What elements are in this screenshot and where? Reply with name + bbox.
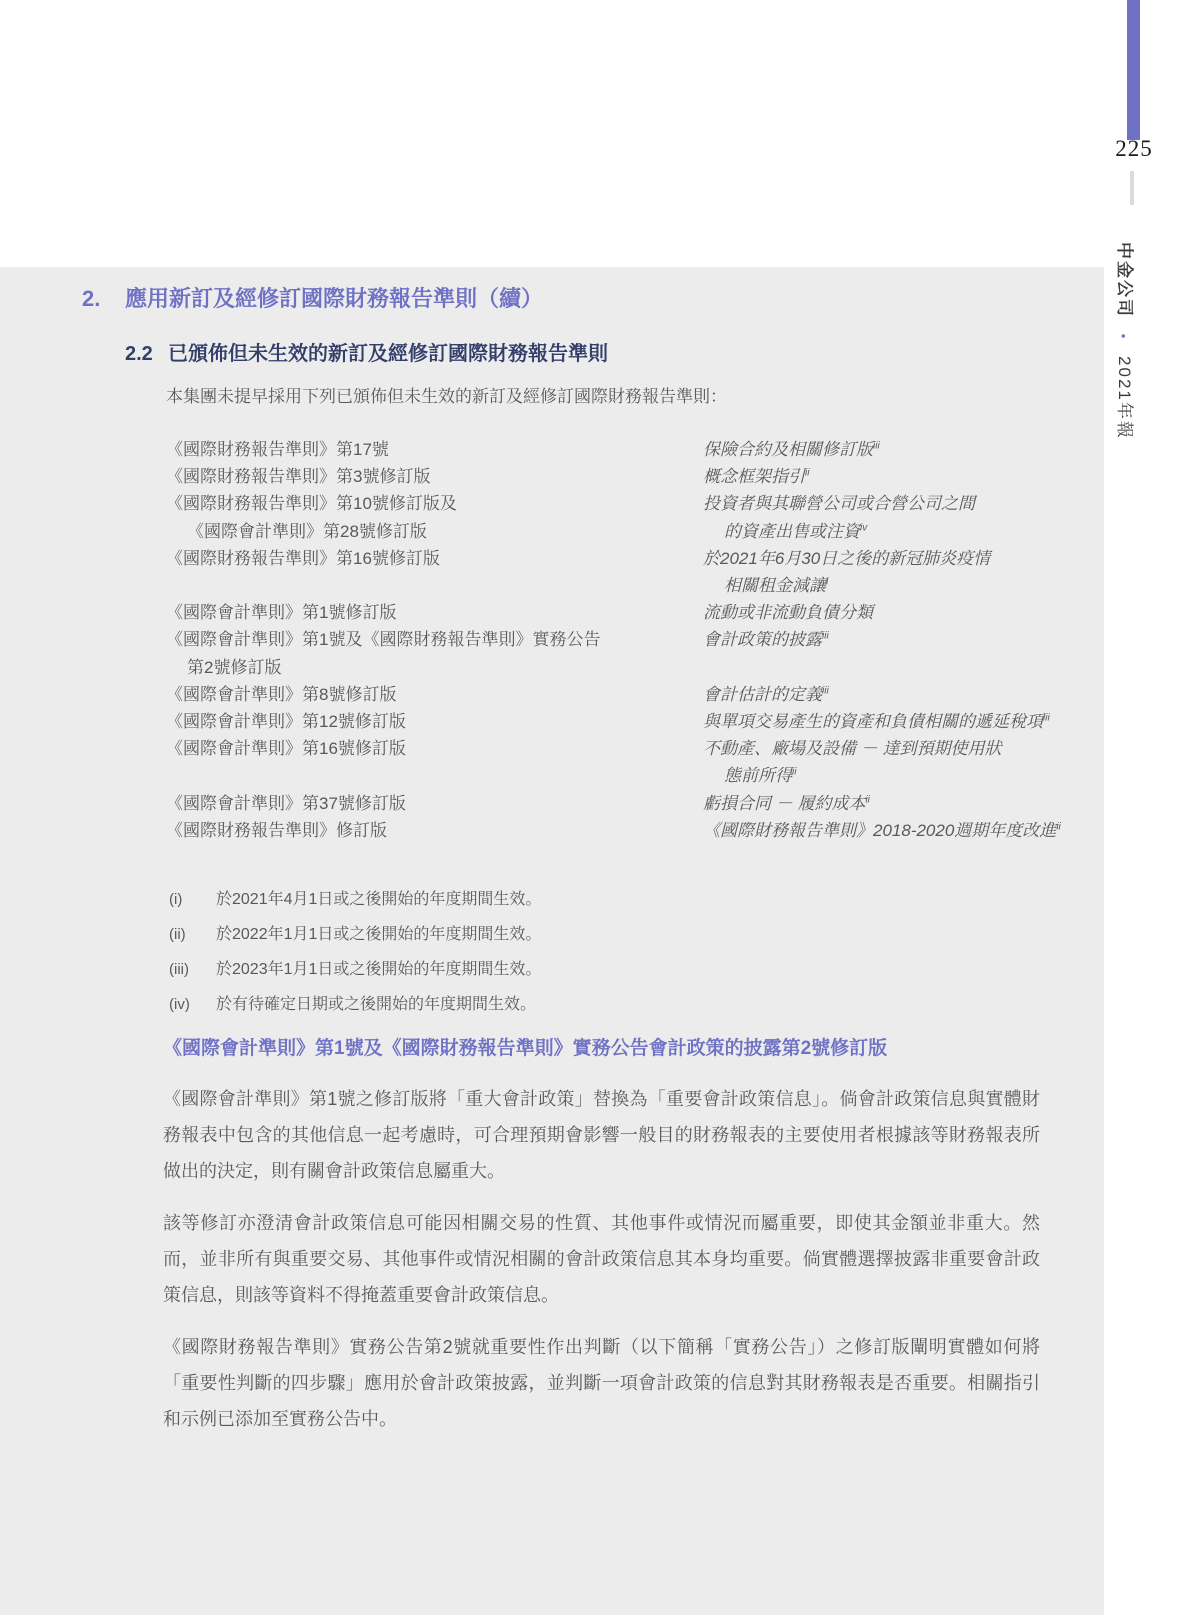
- standard-name-cell: [166, 572, 703, 599]
- standard-desc-cell: [703, 545, 1061, 572]
- footnote-reference: iii: [822, 630, 829, 642]
- standard-desc-text: 保險合約及相關修訂版: [703, 440, 873, 459]
- footnote-item: [169, 890, 1104, 910]
- standard-desc-cell: [703, 762, 1061, 789]
- standard-desc-text: 虧損合同 － 履約成本: [703, 793, 866, 813]
- footnote-reference: iii: [873, 440, 880, 452]
- standard-desc-text: 流動或非流動負債分類: [703, 603, 873, 623]
- standard-name-cell: 《國際會計準則》第16號修訂版: [166, 739, 406, 759]
- standard-desc-cell: [703, 654, 1061, 681]
- footnote-reference: iii: [1043, 712, 1050, 724]
- footnote-reference: i: [826, 576, 829, 588]
- footnote-label: (iii): [169, 961, 189, 979]
- footnote-label: (iv): [169, 996, 190, 1014]
- footnote-item: [169, 925, 1104, 945]
- standard-name-cell: 《國際會計準則》第8號修訂版: [166, 684, 397, 704]
- footnote-reference: ii: [1056, 821, 1061, 833]
- standard-desc-text: 投資者與其聯營公司或合營公司之間: [703, 494, 975, 514]
- footnote-reference: ii: [865, 793, 870, 805]
- amendment-subheading: 《國際會計準則》第1號及《國際財務報告準則》實務公告會計政策的披露第2號修訂版: [163, 1038, 888, 1060]
- footnote-text: 於2023年1月1日或之後開始的年度期間生效。: [216, 961, 542, 979]
- standard-desc-cell: [703, 790, 1061, 817]
- footnote-reference: iii: [822, 685, 829, 697]
- company-name: 中金公司: [1115, 242, 1134, 318]
- footnotes-list: [169, 890, 1104, 1015]
- standard-name-cell: 《國際會計準則》第12號修訂版: [166, 712, 406, 732]
- standards-table: [166, 436, 1061, 844]
- footnote-label: (i): [169, 891, 183, 909]
- footnote-text: 於2021年4月1日或之後開始的年度期間生效。: [216, 891, 542, 909]
- standard-desc-cell: [703, 708, 1061, 735]
- standard-desc-cell: [703, 518, 1061, 545]
- section-heading: [82, 286, 1104, 312]
- bullet-separator: •: [1116, 333, 1131, 341]
- standard-desc-cell: [703, 463, 1061, 490]
- standard-name-cell: 《國際會計準則》第1號修訂版: [166, 603, 397, 623]
- standard-desc-cell: [703, 572, 1061, 599]
- standard-desc-text: 會計估計的定義: [703, 684, 822, 704]
- standard-desc-cell: [703, 599, 1061, 626]
- subsection-number: 2.2: [125, 343, 153, 365]
- standard-desc-cell: [703, 735, 1061, 762]
- body-paragraph: 《國際財務報告準則》實務公告第2號就重要性作出判斷（以下簡稱「實務公告」）之修訂版闡明實體如何將「重要性判斷的四步驟」應用於會計政策披露，並判斷一項會計政策的信息對其財務報表是否重要。相關指引和示例已添加至實務公告中。: [163, 1337, 1040, 1430]
- standard-desc-text: 的資產出售或注資: [724, 521, 860, 541]
- footnote-reference: ii: [792, 766, 797, 778]
- standard-desc-cell: [703, 817, 1061, 844]
- standard-desc-cell: [703, 681, 1061, 708]
- subsection-heading: [125, 342, 1104, 366]
- standard-desc-text: 相關租金減讓: [724, 576, 826, 596]
- standard-desc-cell: [703, 436, 1061, 463]
- content-panel: [0, 267, 1104, 1615]
- standard-desc-text: 《國際財務報告準則》2018-2020週期年度改進: [703, 820, 1057, 840]
- page-number: 225: [1115, 136, 1153, 161]
- section-title: 應用新訂及經修訂國際財務報告準則（續）: [125, 286, 544, 311]
- footnote-text: 於有待確定日期或之後開始的年度期間生效。: [216, 996, 537, 1014]
- standard-desc-text: 會計政策的披露: [703, 630, 822, 650]
- standard-desc-text: 態前所得: [724, 766, 792, 786]
- standard-desc-text: 不動產、廠場及設備 － 達到預期使用狀: [703, 739, 1002, 759]
- standard-name-cell: [166, 762, 703, 789]
- standard-name-cell: 《國際會計準則》第1號及《國際財務報告準則》實務公告: [166, 630, 601, 650]
- standard-name-cell: 《國際會計準則》第28號修訂版: [187, 521, 427, 541]
- standard-desc-cell: [703, 626, 1061, 653]
- standard-name-cell: 《國際財務報告準則》第17號: [166, 440, 389, 459]
- body-paragraphs: [0, 1081, 1104, 1437]
- footnote-item: [169, 960, 1104, 980]
- body-paragraph: 《國際會計準則》第1號之修訂版將「重大會計政策」替換為「重要會計政策信息」。倘會計政策信息與實體財務報表中包含的其他信息一起考慮時，可合理預期會影響一般目的財務報表的主要使用者根據該等財務報表所做出的決定，則有關會計政策信息屬重大。: [163, 1089, 1040, 1182]
- standard-desc-cell: [703, 490, 1061, 517]
- report-title-vertical: [1114, 242, 1139, 440]
- standard-name-cell: 《國際財務報告準則》第3號修訂版: [166, 467, 431, 487]
- standard-desc-text: 於2021年6月30日之後的新冠肺炎疫情: [703, 548, 991, 568]
- standard-name-cell: 《國際會計準則》第37號修訂版: [166, 793, 406, 813]
- standard-name-cell: 第2號修訂版: [187, 657, 282, 677]
- standard-desc-text: 與單項交易產生的資產和負債相關的遞延稅項: [703, 712, 1043, 732]
- standard-name-cell: 《國際財務報告準則》修訂版: [166, 820, 387, 840]
- subsection-title: 已頒佈但未生效的新訂及經修訂國際財務報告準則: [168, 343, 608, 365]
- accent-bar: [1127, 0, 1140, 140]
- report-year: 2021年報: [1115, 356, 1134, 440]
- footnote-reference: ii: [805, 467, 810, 479]
- footnote-reference: iv: [860, 521, 868, 533]
- page-number-tick: [1130, 171, 1134, 205]
- section-number: 2.: [82, 286, 101, 311]
- footnote-item: [169, 995, 1104, 1015]
- standard-name-cell: 《國際財務報告準則》第10號修訂版及: [166, 494, 457, 514]
- footnote-text: 於2022年1月1日或之後開始的年度期間生效。: [216, 926, 542, 944]
- standard-desc-text: 概念框架指引: [703, 467, 805, 487]
- standard-name-cell: 《國際財務報告準則》第16號修訂版: [166, 548, 440, 568]
- intro-text: 本集團未提早採用下列已頒佈但未生效的新訂及經修訂國際財務報告準則：: [166, 387, 727, 406]
- footnote-label: (ii): [169, 926, 186, 944]
- body-paragraph: 該等修訂亦澄清會計政策信息可能因相關交易的性質、其他事件或情況而屬重要，即使其金額並非重大。然而，並非所有與重要交易、其他事件或情況相關的會計政策信息其本身均重要。倘實體選擇披露非重要會計政策信息，則該等資料不得掩蓋重要會計政策信息。: [163, 1213, 1040, 1306]
